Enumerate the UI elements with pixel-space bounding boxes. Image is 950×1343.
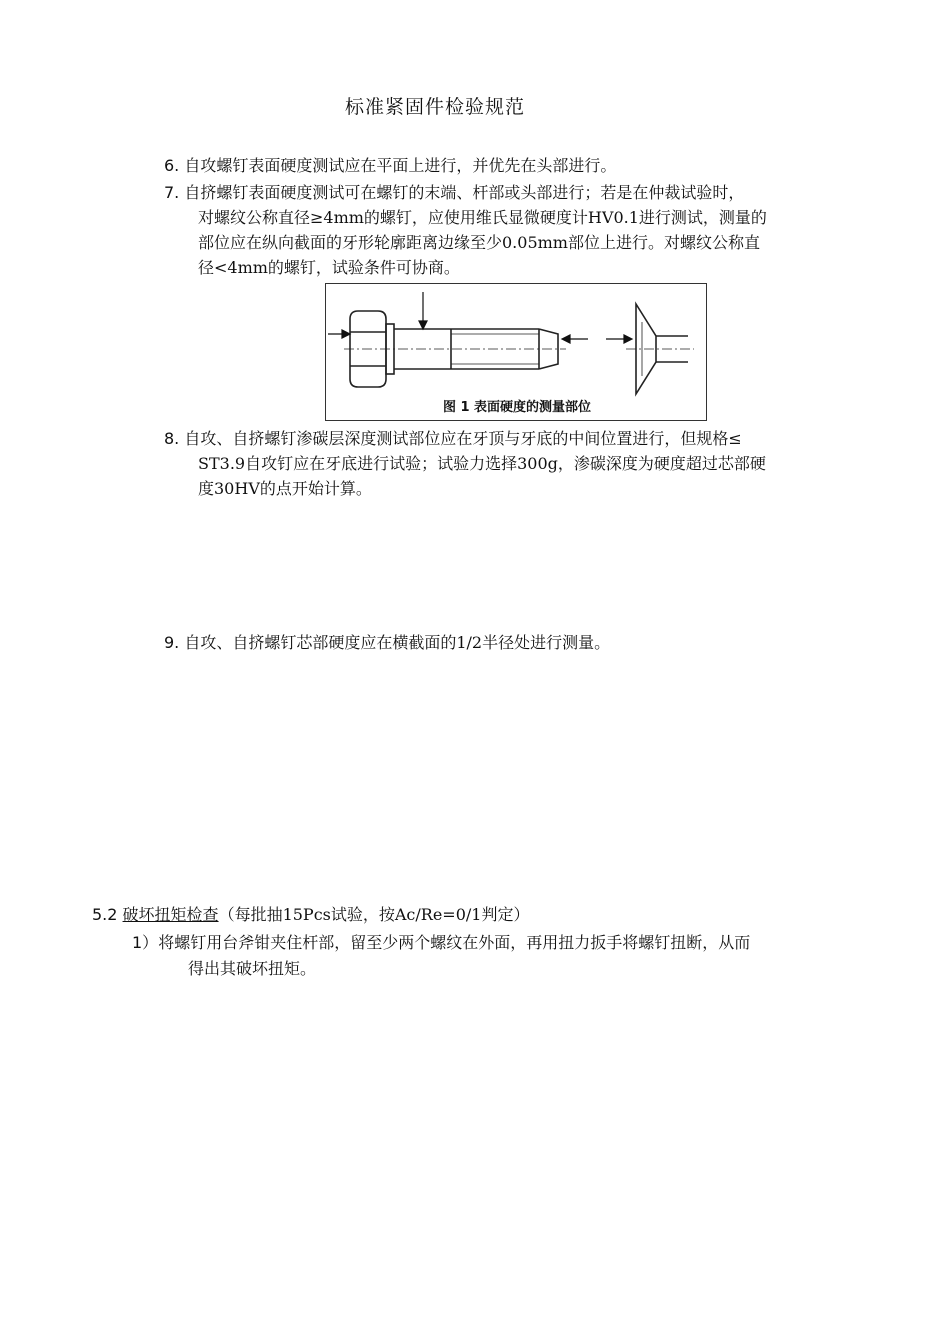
item-text: 自攻螺钉表面硬度测试应在平面上进行，并优先在头部进行。 bbox=[184, 156, 617, 175]
item-8-line-3: 度30HV的点开始计算。 bbox=[198, 479, 372, 498]
step-text: 将螺钉用台斧钳夹住杆部，留至少两个螺纹在外面，再用扭力扳手将螺钉扭断，从而 bbox=[158, 933, 751, 952]
section-number: 5.2 bbox=[92, 905, 118, 924]
figure-surface-hardness bbox=[325, 283, 707, 421]
item-text: 自攻、自挤螺钉渗碳层深度测试部位应在牙顶与牙底的中间位置进行，但规格≤ bbox=[184, 429, 742, 448]
page-title: 标准紧固件检验规范 bbox=[344, 96, 525, 118]
item-text: 自挤螺钉表面硬度测试可在螺钉的末端、杆部或头部进行；若是在仲裁试验时， bbox=[184, 183, 745, 202]
section-5-2-heading bbox=[92, 903, 529, 927]
item-8-line-2: ST3.9自攻钉应在牙底进行试验；试验力选择300g，渗碳深度为硬度超过芯部硬 bbox=[198, 454, 766, 473]
item-6 bbox=[164, 154, 616, 178]
section-note: （每批抽15Pcs试验，按Ac/Re=0/1判定） bbox=[218, 905, 530, 924]
step-1-line-2: 得出其破坏扭矩。 bbox=[188, 959, 317, 978]
item-number: 9. bbox=[164, 633, 180, 652]
item-7-line-4: 径<4mm的螺钉，试验条件可协商。 bbox=[198, 258, 460, 277]
item-7-line-1 bbox=[164, 181, 744, 205]
item-8-line-1 bbox=[164, 427, 742, 451]
item-number: 7. bbox=[164, 183, 180, 202]
item-number: 6. bbox=[164, 156, 180, 175]
figure-caption: 图 1 表面硬度的测量部位 bbox=[442, 400, 592, 415]
item-number: 8. bbox=[164, 429, 180, 448]
section-title: 破坏扭矩检查 bbox=[122, 905, 219, 924]
step-1-line-1 bbox=[132, 931, 750, 955]
item-text: 自攻、自挤螺钉芯部硬度应在横截面的1/2半径处进行测量。 bbox=[184, 633, 611, 652]
step-number: 1） bbox=[132, 933, 159, 952]
item-7-line-2: 对螺纹公称直径≥4mm的螺钉，应使用维氏显微硬度计HV0.1进行测试，测量的 bbox=[198, 208, 767, 227]
item-7-line-3: 部位应在纵向截面的牙形轮廓距离边缘至少0.05mm部位上进行。对螺纹公称直 bbox=[198, 233, 760, 252]
item-9 bbox=[164, 631, 610, 655]
